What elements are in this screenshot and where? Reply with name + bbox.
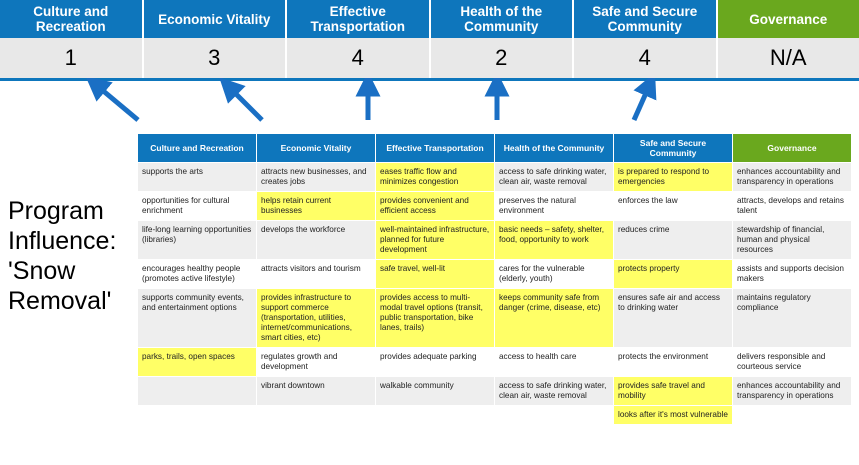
matrix-cell bbox=[733, 406, 852, 425]
category-header-governance: Governance bbox=[718, 0, 859, 38]
matrix-cell: regulates growth and development bbox=[257, 348, 376, 377]
matrix-cell: access to safe drinking water, clean air, waste removal bbox=[495, 377, 614, 406]
category-header-band bbox=[0, 0, 859, 38]
table-row bbox=[138, 348, 852, 377]
matrix-cell: provides adequate parking bbox=[376, 348, 495, 377]
arrow-economic-vitality bbox=[228, 86, 262, 120]
matrix-cell: attracts new businesses, and creates jobs bbox=[257, 163, 376, 192]
matrix-cell: assists and supports decision makers bbox=[733, 260, 852, 289]
matrix-col-culture-and-recreation: Culture and Recreation bbox=[138, 134, 257, 163]
matrix-cell: provides infrastructure to support commerce (transportation, utilities, internet/communications, smart cities, etc) bbox=[257, 289, 376, 348]
table-row bbox=[138, 163, 852, 192]
matrix-cell: cares for the vulnerable (elderly, youth) bbox=[495, 260, 614, 289]
matrix-cell: provides safe travel and mobility bbox=[614, 377, 733, 406]
matrix-cell: looks after it's most vulnerable bbox=[614, 406, 733, 425]
matrix-cell bbox=[138, 406, 257, 425]
matrix-cell: provides access to multi-modal travel options (transit, public transportation, bike lanes, trails) bbox=[376, 289, 495, 348]
category-header-economic-vitality: Economic Vitality bbox=[144, 0, 288, 38]
arrow-culture-and-recreation bbox=[95, 84, 138, 120]
matrix-cell: vibrant downtown bbox=[257, 377, 376, 406]
score-effective-transportation: 4 bbox=[287, 38, 431, 78]
matrix-cell bbox=[376, 406, 495, 425]
matrix-cell: life-long learning opportunities (libraries) bbox=[138, 221, 257, 260]
table-row bbox=[138, 377, 852, 406]
matrix-col-safe-and-secure-community: Safe and Secure Community bbox=[614, 134, 733, 163]
matrix-cell: reduces crime bbox=[614, 221, 733, 260]
score-safe-and-secure-community: 4 bbox=[574, 38, 718, 78]
matrix-cell: develops the workforce bbox=[257, 221, 376, 260]
influence-matrix bbox=[137, 133, 852, 425]
matrix-cell: parks, trails, open spaces bbox=[138, 348, 257, 377]
matrix-cell: enhances accountability and transparency in operations bbox=[733, 377, 852, 406]
table-row bbox=[138, 406, 852, 425]
matrix-cell: eases traffic flow and minimizes congestion bbox=[376, 163, 495, 192]
table-row bbox=[138, 289, 852, 348]
matrix-col-economic-vitality: Economic Vitality bbox=[257, 134, 376, 163]
matrix-cell: access to health care bbox=[495, 348, 614, 377]
page-title: Program Influence: 'Snow Removal' bbox=[8, 197, 117, 315]
matrix-col-health-of-the-community: Health of the Community bbox=[495, 134, 614, 163]
matrix-cell: protects the environment bbox=[614, 348, 733, 377]
table-row bbox=[138, 221, 852, 260]
matrix-cell: attracts visitors and tourism bbox=[257, 260, 376, 289]
matrix-cell: enhances accountability and transparency in operations bbox=[733, 163, 852, 192]
matrix-cell: is prepared to respond to emergencies bbox=[614, 163, 733, 192]
matrix-cell: provides convenient and efficient access bbox=[376, 192, 495, 221]
matrix-cell: ensures safe air and access to drinking water bbox=[614, 289, 733, 348]
score-culture-and-recreation: 1 bbox=[0, 38, 144, 78]
matrix-cell: safe travel, well-lit bbox=[376, 260, 495, 289]
matrix-cell: protects property bbox=[614, 260, 733, 289]
matrix-cell: attracts, develops and retains talent bbox=[733, 192, 852, 221]
matrix-cell bbox=[257, 406, 376, 425]
table-row bbox=[138, 260, 852, 289]
matrix-cell: stewardship of financial, human and physical resources bbox=[733, 221, 852, 260]
matrix-body bbox=[138, 163, 852, 425]
matrix-cell: maintains regulatory compliance bbox=[733, 289, 852, 348]
score-health-of-the-community: 2 bbox=[431, 38, 575, 78]
matrix-cell: enforces the law bbox=[614, 192, 733, 221]
table-row bbox=[138, 192, 852, 221]
category-header-safe-and-secure-community: Safe and Secure Community bbox=[574, 0, 718, 38]
matrix-cell: delivers responsible and courteous service bbox=[733, 348, 852, 377]
matrix-col-effective-transportation: Effective Transportation bbox=[376, 134, 495, 163]
category-header-effective-transportation: Effective Transportation bbox=[287, 0, 431, 38]
matrix-cell: helps retain current businesses bbox=[257, 192, 376, 221]
matrix-cell: opportunities for cultural enrichment bbox=[138, 192, 257, 221]
matrix-col-governance: Governance bbox=[733, 134, 852, 163]
matrix-cell: well-maintained infrastructure, planned for future development bbox=[376, 221, 495, 260]
score-economic-vitality: 3 bbox=[144, 38, 288, 78]
arrow-group bbox=[0, 78, 859, 133]
matrix-cell: walkable community bbox=[376, 377, 495, 406]
category-header-culture-and-recreation: Culture and Recreation bbox=[0, 0, 144, 38]
matrix-header-row bbox=[138, 134, 852, 163]
matrix-cell bbox=[495, 406, 614, 425]
category-header-health-of-the-community: Health of the Community bbox=[431, 0, 575, 38]
matrix-cell: supports community events, and entertainment options bbox=[138, 289, 257, 348]
arrow-safe-and-secure-community bbox=[634, 84, 650, 120]
score-governance: N/A bbox=[718, 38, 859, 78]
matrix-cell: encourages healthy people (promotes active lifestyle) bbox=[138, 260, 257, 289]
matrix-cell: access to safe drinking water, clean air, waste removal bbox=[495, 163, 614, 192]
matrix-cell bbox=[138, 377, 257, 406]
matrix-cell: keeps community safe from danger (crime, disease, etc) bbox=[495, 289, 614, 348]
matrix-cell: supports the arts bbox=[138, 163, 257, 192]
matrix-cell: preserves the natural environment bbox=[495, 192, 614, 221]
score-band bbox=[0, 38, 859, 81]
matrix-cell: basic needs – safety, shelter, food, opportunity to work bbox=[495, 221, 614, 260]
